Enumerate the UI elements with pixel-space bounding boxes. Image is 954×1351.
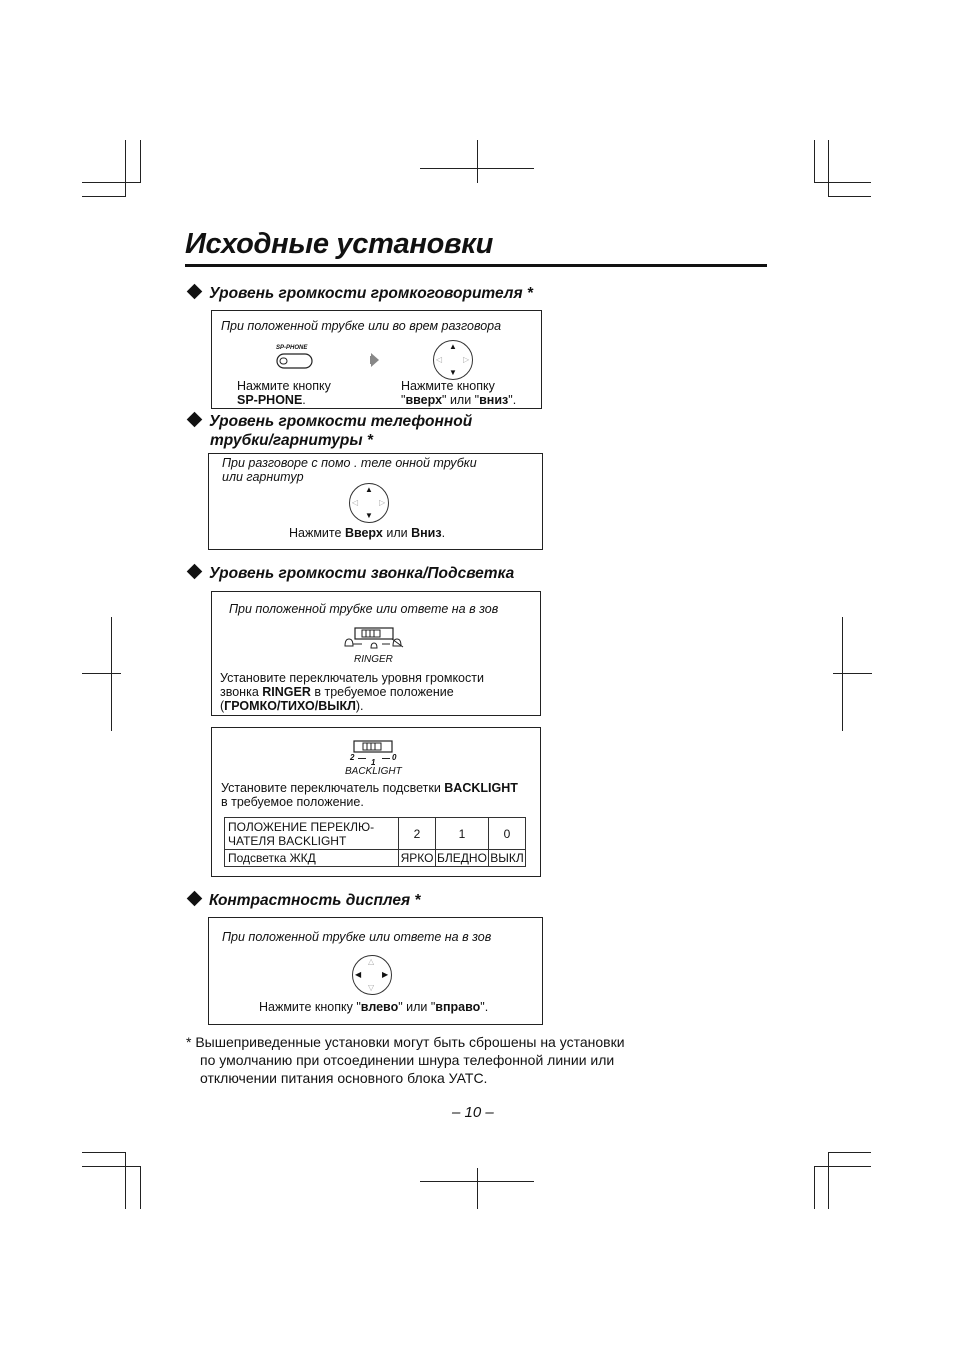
arrow-right-icon bbox=[369, 352, 381, 368]
table-cell: ВЫКЛ bbox=[490, 851, 524, 865]
section-heading-contrast: Контрастность дисплея * bbox=[186, 891, 420, 911]
handset-condition-line2: или гарнитур bbox=[222, 470, 304, 484]
table-cell: 0 bbox=[489, 818, 526, 850]
section-heading-speaker: Уровень громкости громкоговорителя * bbox=[186, 284, 533, 304]
ringer-condition: При положенной трубке или ответе на в зов bbox=[229, 602, 499, 616]
diamond-bullet-icon bbox=[187, 412, 203, 428]
section-heading-handset: Уровень громкости телефонной bbox=[186, 412, 472, 432]
section-heading-handset-line2: трубки/гарнитуры * bbox=[210, 432, 373, 449]
diamond-bullet-icon bbox=[187, 891, 203, 907]
backlight-pos-line bbox=[358, 758, 366, 759]
speaker-box bbox=[211, 310, 542, 409]
footnote: * Вышеприведенные установки могут быть сброшены на установки по умолчанию при отсоединении шнура телефонной линии или отключении питания основного блока УАТС. bbox=[186, 1034, 625, 1086]
backlight-text: Установите переключатель подсветки BACKLIGHT в требуемое положение. bbox=[221, 781, 518, 809]
backlight-pos-line bbox=[382, 758, 390, 759]
backlight-switch-label: BACKLIGHT bbox=[345, 766, 402, 777]
navigator-pad-icon: ▲ ▼ ◁ ▷ bbox=[433, 340, 473, 380]
table-cell: 2 bbox=[399, 818, 436, 850]
diamond-bullet-icon bbox=[187, 284, 203, 300]
navigator-pad-icon: ▲ ▼ ◁ ▷ bbox=[349, 483, 389, 523]
ringer-switch-label: RINGER bbox=[354, 654, 393, 665]
title-rule bbox=[185, 264, 767, 267]
backlight-table bbox=[224, 817, 526, 867]
table-cell: Подсветка ЖКД bbox=[225, 850, 399, 867]
ringer-box bbox=[211, 591, 541, 716]
backlight-pos-2: 2 bbox=[350, 753, 355, 762]
table-row bbox=[225, 850, 526, 867]
contrast-box bbox=[208, 917, 543, 1025]
handset-box bbox=[208, 453, 543, 550]
page-number: – 10 – bbox=[452, 1104, 494, 1121]
navigator-pad-icon: △ ▽ ◀ ▶ bbox=[352, 955, 392, 995]
speaker-step2: Нажмите кнопку "вверх" или "вниз". bbox=[401, 379, 517, 407]
contrast-condition: При положенной трубке или ответе на в зов bbox=[222, 930, 492, 944]
ringer-switch-icon bbox=[342, 626, 406, 652]
speaker-condition: При положенной трубке или во врем разговора bbox=[221, 319, 502, 333]
table-row bbox=[225, 818, 526, 850]
speaker-step1: Нажмите кнопку SP-PHONE. bbox=[237, 379, 331, 407]
handset-condition-line1: При разговоре с помо . теле онной трубки bbox=[222, 456, 477, 470]
backlight-pos-1: 1 bbox=[371, 758, 376, 767]
section-heading-ringer: Уровень громкости звонка/Подсветка bbox=[186, 564, 514, 584]
contrast-step: Нажмите кнопку "влево" или "вправо". bbox=[259, 1000, 489, 1014]
table-cell: БЛЕДНО bbox=[437, 851, 487, 865]
table-cell: 1 bbox=[436, 818, 489, 850]
sp-phone-button-icon bbox=[276, 352, 314, 370]
table-header-cell: ПОЛОЖЕНИЕ ПЕРЕКЛЮ- ЧАТЕЛЯ BACKLIGHT bbox=[225, 818, 399, 850]
page-title: Исходные установки bbox=[185, 228, 494, 260]
diamond-bullet-icon bbox=[187, 564, 203, 580]
handset-step: Нажмите Вверх или Вниз. bbox=[289, 526, 446, 540]
sp-phone-button-label: SP-PHONE bbox=[276, 345, 308, 351]
backlight-pos-0: 0 bbox=[392, 753, 397, 762]
ringer-text: Установите переключатель уровня громкости звонка RINGER в требуемое положение (ГРОМКО/ТИХО/ВЫКЛ). bbox=[220, 671, 484, 713]
table-cell: ЯРКО bbox=[399, 850, 436, 867]
backlight-switch-icon bbox=[350, 740, 400, 754]
